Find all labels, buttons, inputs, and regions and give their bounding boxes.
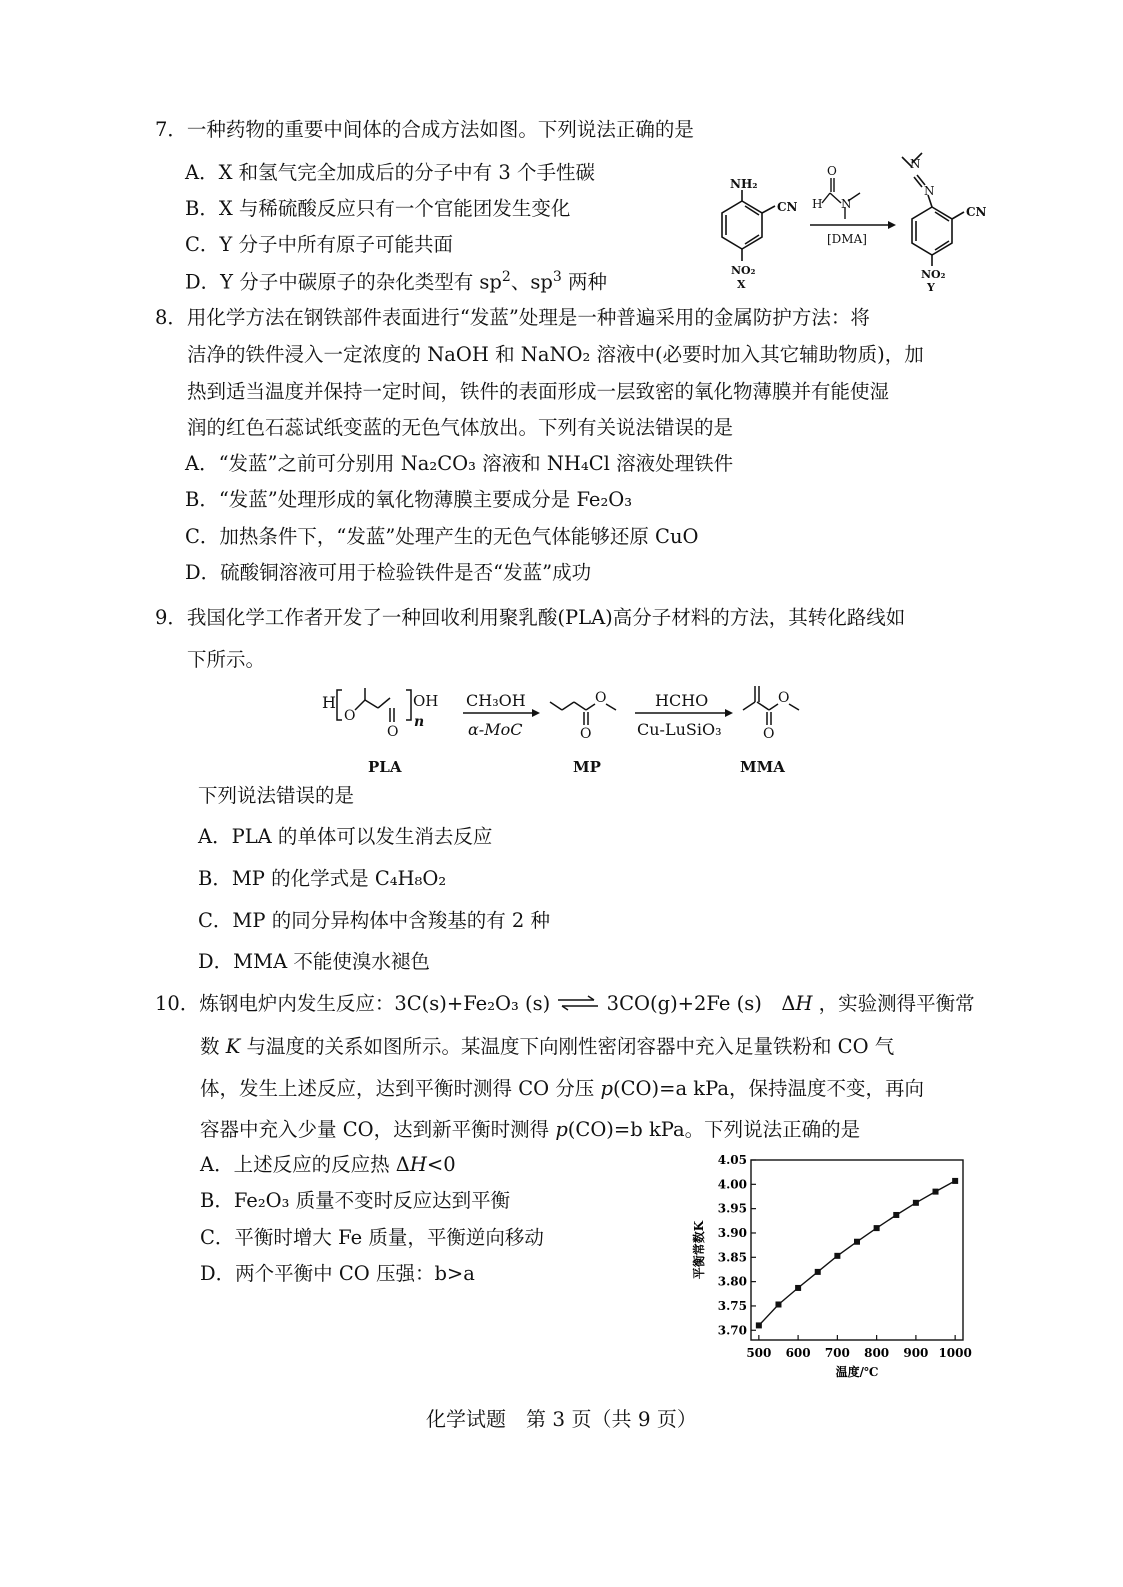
chart-y-tick-label: 3.75 xyxy=(717,1298,747,1313)
equilibrium-constant-chart xyxy=(688,1150,978,1380)
mma-o2: O xyxy=(763,726,775,742)
q7-option-d: D．Y 分子中碳原子的杂化类型有 $sp^2$、$sp^3$ 两种 xyxy=(185,269,607,294)
q9-stem-line-1: 9．我国化学工作者开发了一种回收利用聚乳酸(PLA)高分子材料的方法，其转化路线如 xyxy=(155,606,906,629)
label-mma: MMA xyxy=(740,758,785,776)
q9-option-b: B．MP 的化学式是 C₄H₈O₂ xyxy=(198,867,447,890)
q9-option-c: C．MP 的同分异构体中含羧基的有 2 种 xyxy=(198,909,551,932)
pla-o1: O xyxy=(344,708,356,724)
pla-o2: O xyxy=(387,724,399,740)
r2-reagent: HCHO xyxy=(655,691,709,710)
q9-arrow-1-head xyxy=(532,709,540,717)
chart-series-line xyxy=(759,1181,955,1326)
chart-x-tick-label: 1000 xyxy=(938,1346,972,1360)
r1-reagent: CH₃OH xyxy=(466,691,526,710)
q10-option-c: C．平衡时增大 Fe 质量，平衡逆向移动 xyxy=(200,1226,544,1249)
q7-option-c: C．Y 分子中所有原子可能共面 xyxy=(185,233,453,256)
chart-data-point xyxy=(815,1269,821,1275)
q9-option-d: D．MMA 不能使溴水褪色 xyxy=(198,950,430,973)
chart-data-point xyxy=(952,1178,958,1184)
q10-option-a: A．上述反应的反应热 ΔH<0 xyxy=(200,1153,456,1176)
chart-y-tick-label: 3.95 xyxy=(717,1201,747,1216)
q10-stem-line-3: 体，发生上述反应，达到平衡时测得 CO 分压 p(CO)=a kPa，保持温度不变，再向 xyxy=(200,1077,924,1100)
label-pla: PLA xyxy=(368,758,402,776)
q8-option-d: D．硫酸铜溶液可用于检验铁件是否“发蓝”成功 xyxy=(185,561,592,584)
reagent-h: H xyxy=(812,197,823,211)
y-n1-label: N xyxy=(910,157,921,171)
chart-x-tick-label: 500 xyxy=(746,1346,772,1360)
page-footer: 化学试题 第 3 页（共 9 页） xyxy=(426,1407,697,1431)
q7-option-b: B．X 与稀硫酸反应只有一个官能团发生变化 xyxy=(185,197,571,220)
q9-stem-line-2: 下所示。 xyxy=(187,648,266,671)
q7-option-a: A．X 和氢气完全加成后的分子中有 3 个手性碳 xyxy=(185,161,595,184)
chart-x-tick-label: 900 xyxy=(903,1346,929,1360)
chart-data-point xyxy=(756,1322,762,1328)
mp-o2: O xyxy=(580,726,592,742)
y-label: Y xyxy=(927,281,935,294)
chart-data-point xyxy=(913,1200,919,1206)
equilibrium-arrow-icon xyxy=(556,994,600,1012)
label-mp: MP xyxy=(573,758,601,776)
chart-y-tick-label: 4.00 xyxy=(717,1177,747,1192)
pla-h: H xyxy=(322,693,336,712)
chart-y-tick-label: 3.70 xyxy=(717,1323,747,1338)
q7-stem: 7．一种药物的重要中间体的合成方法如图。下列说法正确的是 xyxy=(155,118,694,141)
chart-y-tick-label: 3.80 xyxy=(717,1274,747,1289)
x-nh2-label: NH₂ xyxy=(730,177,758,191)
q10-option-b: B．Fe₂O₃ 质量不变时反应达到平衡 xyxy=(200,1189,511,1212)
y-n2-label: N xyxy=(924,184,935,198)
mp-o1: O xyxy=(595,690,607,706)
y-cn-label: CN xyxy=(966,205,987,219)
chart-data-point xyxy=(775,1301,781,1307)
q10-option-d: D．两个平衡中 CO 压强：b>a xyxy=(200,1262,475,1285)
q9-option-a: A．PLA 的单体可以发生消去反应 xyxy=(198,825,493,848)
reagent-o: O xyxy=(827,164,837,178)
chart-data-point xyxy=(874,1225,880,1231)
q7-condition: [DMA] xyxy=(827,232,867,246)
q9-arrow-2-head xyxy=(725,709,733,717)
chart-y-tick-label: 3.90 xyxy=(717,1225,747,1240)
q10-stem-line-4: 容器中充入少量 CO，达到新平衡时测得 p(CO)=b kPa。下列说法正确的是 xyxy=(200,1118,861,1141)
q7-reaction-scheme xyxy=(700,145,1000,295)
q10-stem-line-1: 10．炼钢电炉内发生反应：3C(s)+Fe₂O₃ (s) 3CO(g)+2Fe (s) ΔH ，实验测得平衡常 xyxy=(155,992,975,1015)
q9-prompt: 下列说法错误的是 xyxy=(198,784,355,807)
chart-plot-frame xyxy=(751,1160,963,1340)
chart-y-axis-label: 平衡常数K xyxy=(692,1220,706,1280)
q8-option-b: B．“发蓝”处理形成的氧化物薄膜主要成分是 Fe₂O₃ xyxy=(185,488,633,511)
q8-stem-line-2: 洁净的铁件浸入一定浓度的 NaOH 和 NaNO₂ 溶液中(必要时加入其它辅助物质)，加 xyxy=(187,343,924,366)
chart-data-point xyxy=(795,1285,801,1291)
q10-stem-line-2: 数 K 与温度的关系如图所示。某温度下向刚性密闭容器中充入足量铁粉和 CO 气 xyxy=(200,1035,895,1058)
pla-oh: OH xyxy=(413,692,439,710)
r2-catalyst: Cu-LuSiO₃ xyxy=(637,720,722,739)
chart-y-tick-label: 4.05 xyxy=(717,1153,747,1167)
chart-x-axis-label: 温度/℃ xyxy=(835,1365,879,1379)
molecule-x xyxy=(722,190,775,261)
q7-arrow-head xyxy=(888,221,896,229)
chart-x-tick-label: 700 xyxy=(824,1346,850,1360)
chart-data-point xyxy=(834,1253,840,1259)
pla-n: n xyxy=(414,714,425,730)
q9-reaction-scheme xyxy=(310,680,830,780)
chart-data-point xyxy=(893,1212,899,1218)
q8-option-a: A．“发蓝”之前可分别用 Na₂CO₃ 溶液和 NH₄Cl 溶液处理铁件 xyxy=(185,452,734,475)
y-no2-label: NO₂ xyxy=(921,268,946,281)
chart-data-point xyxy=(933,1189,939,1195)
q8-option-c: C．加热条件下，“发蓝”处理产生的无色气体能够还原 CuO xyxy=(185,525,699,548)
q8-stem-line-3: 热到适当温度并保持一定时间，铁件的表面形成一层致密的氧化物薄膜并有能使湿 xyxy=(187,380,890,403)
x-cn-label: CN xyxy=(777,200,798,214)
x-label: X xyxy=(737,278,746,291)
chart-x-tick-label: 800 xyxy=(864,1346,890,1360)
q8-stem-line-4: 润的红色石蕊试纸变蓝的无色气体放出。下列有关说法错误的是 xyxy=(187,416,734,439)
q8-stem-line-1: 8．用化学方法在钢铁部件表面进行“发蓝”处理是一种普遍采用的金属防护方法：将 xyxy=(155,306,870,329)
chart-y-tick-label: 3.85 xyxy=(717,1250,747,1265)
reagent-n: N xyxy=(841,197,852,211)
x-no2-label: NO₂ xyxy=(731,264,756,277)
mma-structure xyxy=(743,686,799,725)
mma-o1: O xyxy=(778,690,790,706)
chart-x-tick-label: 600 xyxy=(785,1346,811,1360)
r1-catalyst: α-MoC xyxy=(468,720,523,739)
chart-data-point xyxy=(854,1239,860,1245)
